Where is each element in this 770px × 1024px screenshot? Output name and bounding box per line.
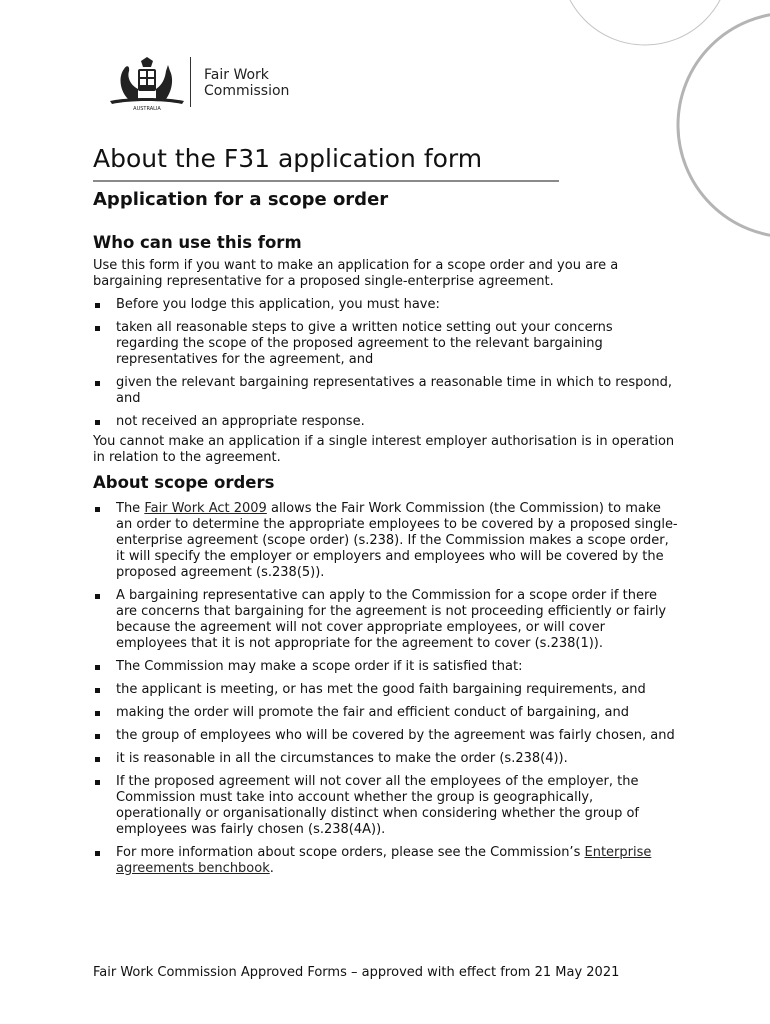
list-item: the group of employees who will be covered by the agreement was fairly chosen, and: [93, 728, 678, 744]
authorisation-note: You cannot make an application if a single interest employer authorisation is in operation in relation to the agreement.: [93, 434, 675, 465]
list-item: taken all reasonable steps to give a written notice setting out your concerns regarding the scope of the proposed agreement to the relevant bargaining representatives for the agreement, and: [93, 320, 678, 368]
fair-work-act-link[interactable]: Fair Work Act 2009: [144, 501, 267, 516]
page-footer: Fair Work Commission Approved Forms – approved with effect from 21 May 2021: [93, 965, 620, 980]
list-item: it is reasonable in all the circumstances to make the order (s.238(4)).: [93, 751, 678, 767]
list-item: not received an appropriate response.: [93, 414, 678, 430]
benchbook-link[interactable]: Enterprise agreements benchbook: [116, 845, 652, 876]
coat-of-arms-icon: [108, 55, 186, 111]
page-title: About the F31 application form: [93, 144, 483, 173]
list-item: [93, 845, 678, 877]
list-item-text: For more information about scope orders, please see the Commission’s: [116, 845, 585, 860]
list-item: [93, 501, 678, 581]
title-rule: [93, 180, 559, 182]
list-item: the applicant is meeting, or has met the good faith bargaining requirements, and: [93, 682, 678, 698]
org-name-line1: Fair Work: [204, 67, 269, 83]
org-name-line2: Commission: [204, 83, 290, 99]
list-item: given the relevant bargaining representatives a reasonable time in which to respond, and: [93, 375, 678, 407]
list-item: The Commission may make a scope order if it is satisfied that:: [93, 659, 678, 675]
list-item: A bargaining representative can apply to the Commission for a scope order if there are concerns that bargaining for the agreement is not proceeding efficiently or fairly because the agreement will not cover appropriate employees, or will cover employees that it is not appropriate for the agreement to cover (s.238(1)).: [93, 588, 678, 652]
org-name: [204, 67, 289, 99]
scope-orders-list: [93, 501, 678, 877]
crest-label: AUSTRALIA: [133, 106, 161, 111]
header-divider: [190, 57, 191, 107]
who-can-use-intro: Use this form if you want to make an application for a scope order and you are a bargaining representative for a proposed single-enterprise agreement.: [93, 258, 619, 289]
list-item-text: .: [269, 861, 274, 876]
list-item-text: The: [116, 501, 145, 516]
document-body: [93, 143, 678, 877]
page-subtitle: Application for a scope order: [93, 189, 389, 210]
list-item-text: allows the Fair Work Commission (the Commission) to make an order to determine the appropriate employees to be covered by a proposed single-enterprise agreement (scope order) (s.238). If the Commission makes a scope order, it will specify the employer or employers and employees who will be covered by the proposed agreement (s.238(5)).: [116, 501, 678, 580]
who-can-use-heading: Who can use this form: [93, 233, 302, 252]
requirements-list: [93, 297, 678, 430]
list-item: Before you lodge this application, you must have:: [93, 297, 678, 313]
list-item: making the order will promote the fair and efficient conduct of bargaining, and: [93, 705, 678, 721]
list-item: If the proposed agreement will not cover all the employees of the employer, the Commission must take into account whether the group is geographically, operationally or organisationally distinct when considering whether the group of employees was fairly chosen (s.238(4A)).: [93, 774, 678, 838]
about-scope-orders-heading: About scope orders: [93, 473, 275, 492]
